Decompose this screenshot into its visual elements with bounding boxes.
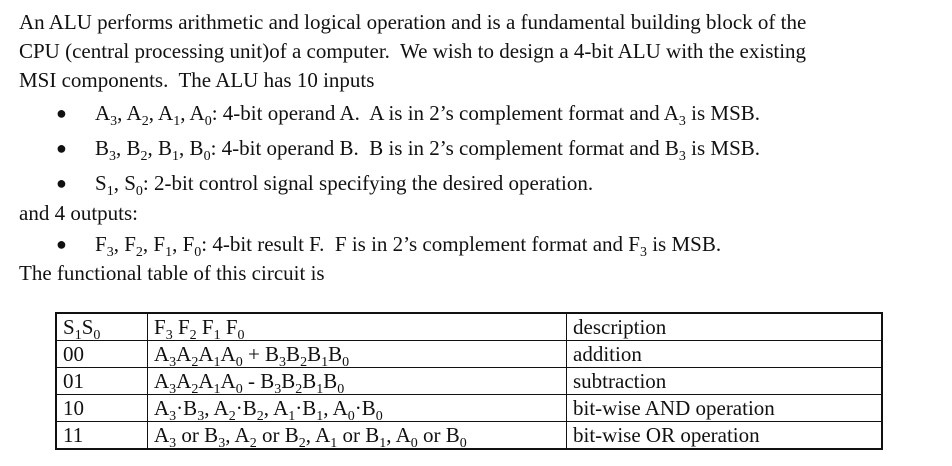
header-select: $S_1S_0$	[56, 313, 148, 341]
intro-line-1: An ALU performs arithmetic and logical operation and is a fundamental building block of the	[19, 10, 807, 34]
table-header-row	[56, 313, 882, 341]
header-description: description	[567, 313, 883, 341]
row-select: 01	[56, 368, 148, 395]
table-row	[56, 368, 882, 395]
input-item-b	[0, 133, 952, 163]
input-item-a-text: $A_3$, $A_2$, $A_1$, $A_0$: 4-bit operand A. A is in 2’s complement format and $A_3$ is MSB.	[95, 101, 761, 129]
bullet-icon: ●	[56, 103, 67, 123]
table-row	[56, 341, 882, 368]
bullet-icon: ●	[56, 173, 67, 193]
row-description: addition	[567, 341, 883, 368]
function-table	[55, 312, 883, 450]
row-result: $A_3\cdot B_3$, $A_2\cdot B_2$, $A_1\cdot B_1$, $A_0\cdot B_0$	[148, 395, 567, 422]
row-select: 11	[56, 422, 148, 450]
input-item-s-text: $S_1$, $S_0$: 2-bit control signal specifying the desired operation.	[95, 171, 594, 199]
table-row	[56, 422, 882, 450]
outputs-label: and 4 outputs:	[19, 201, 138, 225]
row-description: bit-wise AND operation	[567, 395, 883, 422]
row-result: $A_3A_2A_1A_0 - B_3B_2B_1B_0$	[148, 368, 567, 395]
intro-line-3: MSI components. The ALU has 10 inputs	[19, 68, 375, 92]
bullet-icon: ●	[56, 138, 67, 158]
row-description: subtraction	[567, 368, 883, 395]
table-row	[56, 395, 882, 422]
header-result: $F_3$ $F_2$ $F_1$ $F_0$	[148, 313, 567, 341]
input-item-a	[0, 98, 952, 128]
row-result: $A_3A_2A_1A_0 + B_3B_2B_1B_0$	[148, 341, 567, 368]
intro-line-2: CPU (central processing unit)of a computer. We wish to design a 4-bit ALU with the existing	[19, 39, 807, 63]
row-select: 00	[56, 341, 148, 368]
input-item-b-text: $B_3$, $B_2$, $B_1$, $B_0$: 4-bit operand B. B is in 2’s complement format and $B_3$ is MSB.	[95, 136, 761, 164]
table-intro: The functional table of this circuit is	[19, 261, 325, 285]
input-item-s	[0, 168, 952, 198]
bullet-icon: ●	[56, 234, 67, 254]
output-item-f-text: $F_3$, $F_2$, $F_1$, $F_0$: 4-bit result F. F is in 2’s complement format and $F_3$ is MSB.	[95, 232, 722, 260]
output-item-f	[0, 229, 952, 259]
row-select: 10	[56, 395, 148, 422]
row-result: $A_3$ or $B_3$, $A_2$ or $B_2$, $A_1$ or $B_1$, $A_0$ or $B_0$	[148, 422, 567, 450]
row-description: bit-wise OR operation	[567, 422, 883, 450]
